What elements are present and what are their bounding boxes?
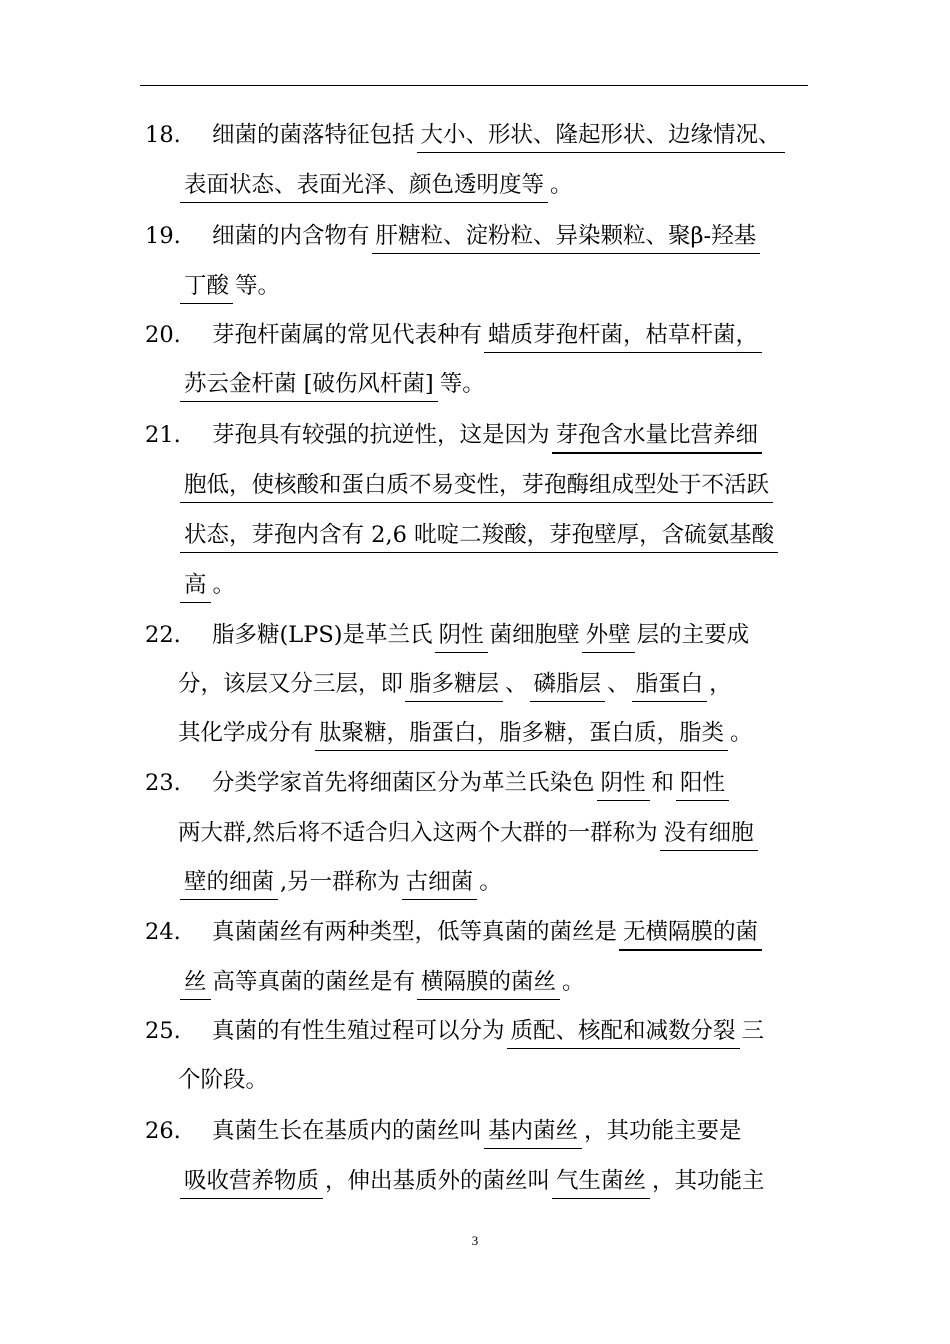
question-line [178, 659, 732, 709]
answer-blank: 高 [180, 568, 211, 603]
answer-blank: 大小、形状、隆起形状、边缘情况、 [417, 118, 785, 153]
question-text: 、 [505, 671, 528, 697]
question-text: 两大群,然后将不适合归入这两个大群的一群称为 [178, 820, 658, 846]
question-number: 19. [145, 223, 181, 249]
answer-blank: 阴性 [597, 766, 650, 801]
answer-blank: 状态，芽孢内含有 2,6 吡啶二羧酸，芽孢壁厚，含硫氨基酸 [180, 518, 778, 553]
answer-blank: 胞低，使核酸和蛋白质不易变性，芽孢酶组成型处于不活跃 [180, 468, 773, 503]
question-line [178, 510, 780, 560]
answer-blank: 壁的细菌 [180, 865, 278, 900]
question-text: ， [709, 671, 732, 697]
question-text: 分类学家首先将细菌区分为革兰氏染色 [212, 770, 595, 796]
answer-blank: 苏云金杆菌 [破伤风杆菌] [180, 367, 438, 402]
question-line [178, 560, 235, 610]
question-line [178, 708, 753, 758]
answer-blank: 没有细胞 [660, 816, 758, 851]
question-number: 21. [145, 422, 181, 448]
question-text: ，其功能主 [652, 1168, 765, 1194]
question-number: 24. [145, 919, 181, 945]
question-text: ，其功能主要是 [584, 1118, 742, 1144]
question-text: 三 [741, 1018, 765, 1044]
question-line [178, 1055, 268, 1105]
question-number: 22. [145, 622, 181, 648]
question-line [212, 310, 764, 360]
answer-blank: 丝 [180, 965, 211, 1000]
question-text: 。 [730, 720, 753, 746]
question-text: ，伸出基质外的菌丝叫 [325, 1168, 551, 1194]
question-number: 26. [145, 1118, 181, 1144]
question-number: 20. [145, 322, 181, 348]
question-text: 等。 [235, 273, 281, 299]
question-line [212, 610, 749, 660]
question-text: 分，该层又分三层，即 [178, 671, 404, 697]
question-line [178, 261, 280, 311]
question-line [178, 160, 573, 210]
question-line [178, 359, 485, 409]
question-text: 和 [651, 770, 675, 796]
question-text: 真菌菌丝有两种类型，低等真菌的菌丝是 [212, 919, 618, 945]
question-text: 。 [562, 969, 585, 995]
question-text: 芽孢具有较强的抗逆性，这是因为 [212, 422, 550, 448]
question-line [212, 211, 762, 261]
question-text: 脂多糖(LPS)是革兰氏 [212, 622, 433, 648]
answer-blank: 阴性 [435, 618, 488, 653]
question-text: 。 [479, 869, 502, 895]
answer-blank: 蜡质芽孢杆菌，枯草杆菌， [484, 318, 762, 353]
page-number: 3 [471, 1233, 479, 1248]
question-text: 高等真菌的菌丝是有 [212, 969, 416, 995]
question-line [178, 808, 760, 858]
question-text: 细菌的菌落特征包括 [212, 122, 415, 148]
question-line [212, 1006, 764, 1056]
question-line [178, 460, 775, 510]
question-text: ,另一群称为 [280, 869, 400, 895]
question-text: 芽孢杆菌属的常见代表种有 [212, 322, 483, 348]
question-line [212, 907, 764, 957]
answer-blank: 无横隔膜的菌 [619, 915, 762, 951]
answer-blank: 芽孢含水量比营养细 [552, 418, 763, 454]
answer-blank: 磷脂层 [530, 667, 606, 702]
answer-blank: 丁酸 [180, 269, 233, 304]
question-number: 18. [145, 122, 181, 148]
question-line [212, 110, 787, 160]
question-text: 层的主要成 [636, 622, 750, 648]
question-text: 个阶段。 [178, 1067, 269, 1093]
question-line [178, 857, 502, 907]
question-text: 等。 [439, 371, 485, 397]
answer-blank: 吸收营养物质 [180, 1164, 323, 1199]
question-line [178, 957, 585, 1007]
header-rule [140, 85, 808, 86]
question-line [212, 410, 764, 460]
question-text: 细菌的内含物有 [212, 223, 370, 249]
question-line [212, 758, 731, 808]
answer-blank: 古细菌 [402, 865, 478, 900]
question-text: 真菌的有性生殖过程可以分为 [212, 1018, 505, 1044]
answer-blank: 质配、核配和减数分裂 [507, 1014, 740, 1049]
question-text: 菌细胞壁 [489, 622, 580, 648]
question-line [212, 1106, 742, 1156]
question-text: 。 [550, 172, 573, 198]
answer-blank: 脂蛋白 [632, 667, 708, 702]
question-text: 。 [212, 572, 236, 598]
answer-blank: 脂多糖层 [405, 667, 503, 702]
answer-blank: 气生菌丝 [552, 1164, 650, 1199]
question-text: 真菌生长在基质内的菌丝叫 [212, 1118, 483, 1144]
answer-blank: 肽聚糖，脂蛋白，脂多糖，蛋白质，脂类 [315, 716, 728, 751]
question-line [178, 1156, 765, 1206]
answer-blank: 肝糖粒、淀粉粒、异染颗粒、聚β-羟基 [372, 219, 761, 254]
answer-blank: 基内菌丝 [484, 1114, 582, 1149]
question-text: 、 [607, 671, 630, 697]
answer-blank: 表面状态、表面光泽、颜色透明度等 [180, 168, 548, 203]
answer-blank: 阳性 [676, 766, 729, 801]
answer-blank: 横隔膜的菌丝 [417, 965, 560, 1000]
answer-blank: 外壁 [582, 618, 635, 653]
question-number: 25. [145, 1018, 181, 1044]
question-number: 23. [145, 770, 181, 796]
question-text: 其化学成分有 [178, 720, 314, 746]
